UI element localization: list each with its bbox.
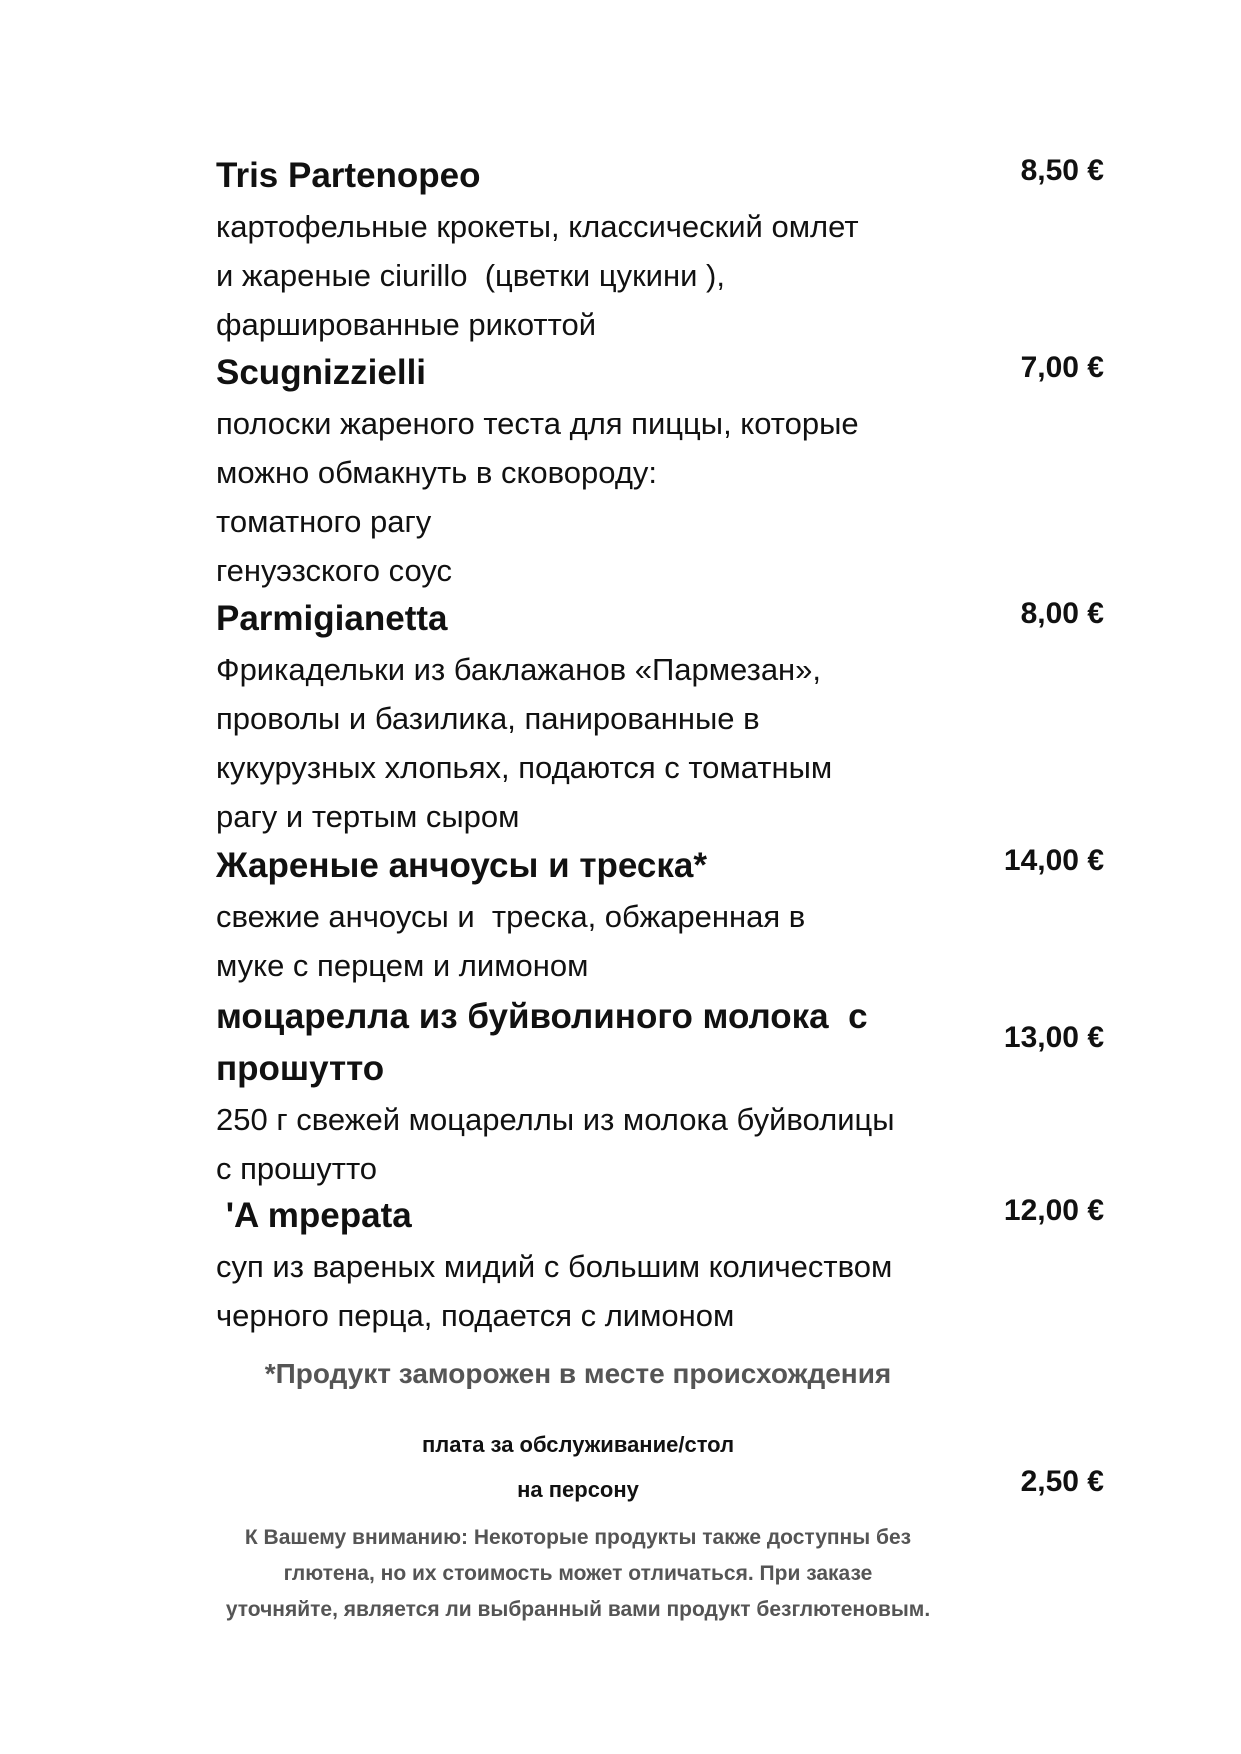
menu-item-fried-anchovies-cod: [216, 840, 1116, 990]
description-line: кукурузных хлопьях, подаются с томатным: [216, 750, 833, 785]
menu-item-a-mpepata: [216, 1190, 1116, 1340]
description-line: картофельные крокеты, классический омлет: [216, 209, 859, 244]
gluten-note-line: уточняйте, является ли выбранный вами продукт безглютеновым.: [225, 1598, 931, 1621]
menu-item-buffalo-mozzarella-prosciutto: [216, 991, 1116, 1193]
description-line: проволы и базилика, панированные в: [216, 701, 760, 736]
description-line: свежие анчоусы и треска, обжаренная в: [216, 899, 806, 934]
description-line: муке с перцем и лимоном: [216, 948, 589, 983]
menu-item-scugnizzielli: [216, 347, 1116, 595]
item-price: 7,00 €: [1020, 351, 1104, 384]
description-line: томатного рагу: [216, 504, 432, 539]
item-description: [216, 399, 956, 595]
item-name: 'A mpepata: [216, 1196, 412, 1235]
item-name: Parmigianetta: [216, 599, 448, 638]
item-description: [216, 1242, 956, 1340]
description-line: можно обмакнуть в сковороду:: [216, 455, 658, 490]
item-name: Жареные анчоусы и треска*: [216, 846, 707, 885]
item-description: [216, 892, 956, 990]
gluten-note-line: К Вашему вниманию: Некоторые продукты также доступны без: [244, 1526, 912, 1549]
item-name: моцарелла из буйволиного молока с прошутто: [216, 997, 878, 1088]
item-price: 14,00 €: [1003, 844, 1104, 877]
description-line: черного перца, подается с лимоном: [216, 1298, 735, 1333]
description-line: Фрикадельки из баклажанов «Пармезан»,: [216, 652, 822, 687]
item-description: [216, 202, 956, 349]
service-charge-per-person: на персону: [517, 1477, 639, 1502]
description-line: с прошутто: [216, 1151, 378, 1186]
frozen-product-note: *Продукт заморожен в месте происхождения: [264, 1358, 892, 1389]
gluten-note: [0, 1520, 1156, 1628]
description-line: суп из вареных мидий с большим количеством: [216, 1249, 893, 1284]
item-name: Scugnizzielli: [216, 353, 427, 392]
item-price: 12,00 €: [1003, 1194, 1104, 1227]
service-charge-label: плата за обслуживание/стол: [421, 1432, 735, 1457]
service-charge-price: 2,50 €: [1020, 1465, 1104, 1498]
item-description: [216, 645, 956, 841]
description-line: фаршированные рикоттой: [216, 307, 597, 342]
item-description: [216, 1095, 956, 1193]
item-price: 8,50 €: [1020, 154, 1104, 187]
description-line: 250 г свежей моцареллы из молока буйволицы: [216, 1102, 895, 1137]
menu-item-tris-partenopeo: [216, 150, 1116, 349]
menu-item-parmigianetta: [216, 593, 1116, 841]
description-line: полоски жареного теста для пиццы, которые: [216, 406, 859, 441]
item-price: 8,00 €: [1020, 597, 1104, 630]
description-line: генуэзского соус: [216, 553, 452, 588]
item-price: 13,00 €: [1003, 1021, 1104, 1054]
gluten-note-line: глютена, но их стоимость может отличаться. При заказе: [283, 1562, 873, 1585]
description-line: рагу и тертым сыром: [216, 799, 520, 834]
item-name: Tris Partenopeo: [216, 156, 481, 195]
service-charge: [0, 1422, 1156, 1512]
description-line: и жареные ciurillo (цветки цукини ),: [216, 258, 725, 293]
